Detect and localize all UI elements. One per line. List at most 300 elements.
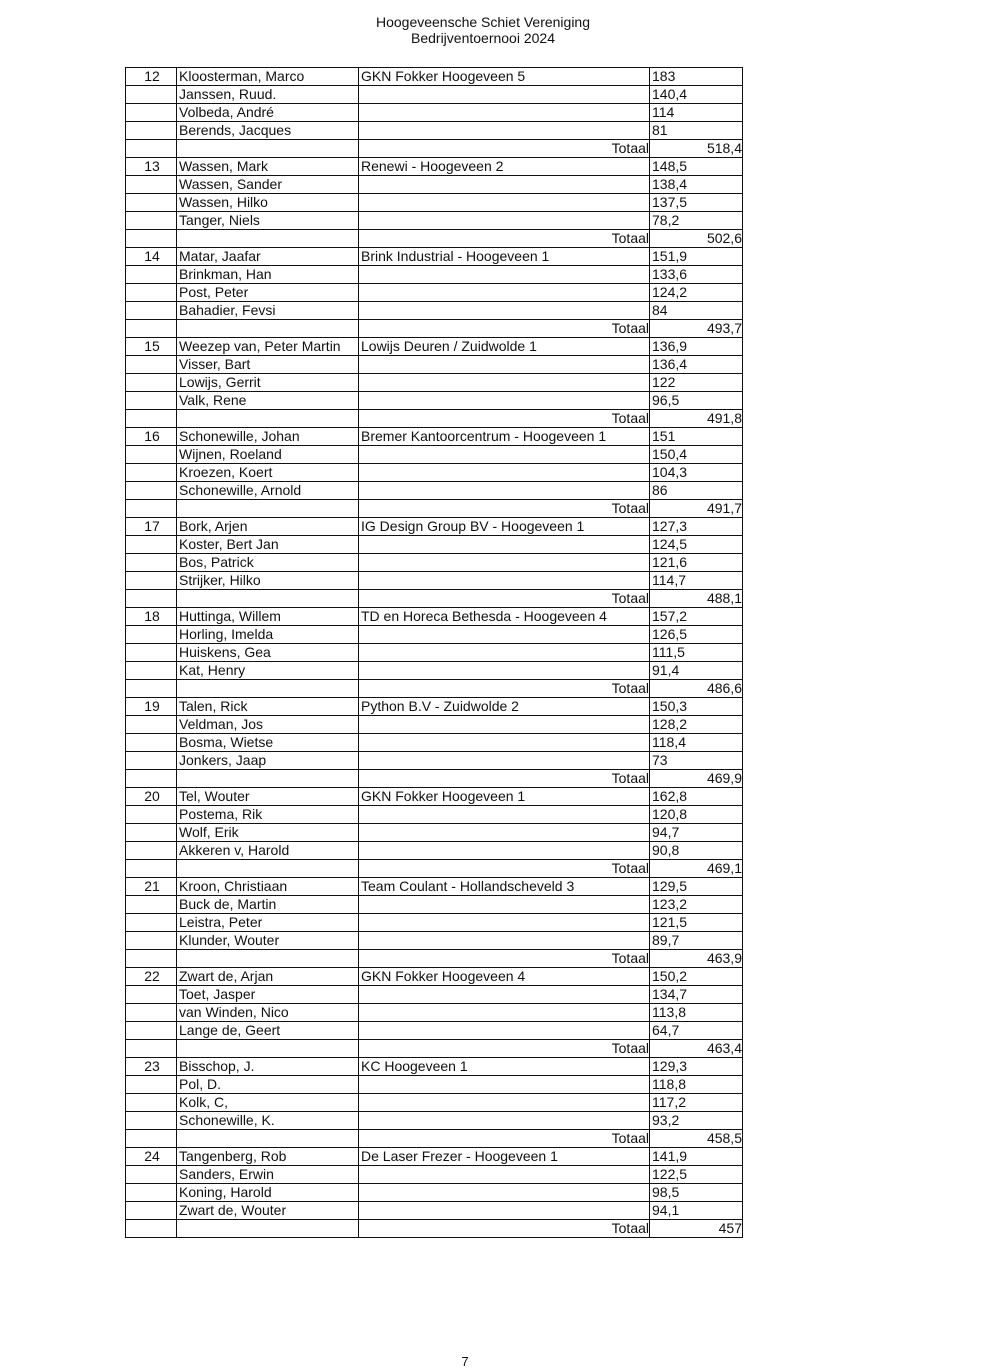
total-label: Totaal: [359, 1040, 650, 1058]
score-cell: 104,3: [650, 464, 743, 482]
team-name-cell: [359, 914, 650, 932]
table-row: [126, 176, 743, 194]
page-number: 7: [461, 1354, 469, 1369]
table-row: [126, 1184, 743, 1202]
team-name-cell: [359, 374, 650, 392]
shooter-name-cell: Tangenberg, Rob: [177, 1148, 359, 1166]
team-name-cell: [359, 932, 650, 950]
shooter-name-cell: [177, 590, 359, 608]
team-name-cell: IG Design Group BV - Hoogeveen 1: [359, 518, 650, 536]
total-label: Totaal: [359, 950, 650, 968]
rank-cell: [126, 896, 177, 914]
table-row: [126, 788, 743, 806]
table-row: [126, 914, 743, 932]
shooter-name-cell: Wassen, Hilko: [177, 194, 359, 212]
table-row: [126, 212, 743, 230]
total-row: [126, 1220, 743, 1238]
club-name: Hoogeveensche Schiet Vereniging: [375, 14, 591, 30]
team-name-cell: Lowijs Deuren / Zuidwolde 1: [359, 338, 650, 356]
rank-cell: 24: [126, 1148, 177, 1166]
table-row: [126, 104, 743, 122]
score-cell: 150,3: [650, 698, 743, 716]
team-name-cell: [359, 1202, 650, 1220]
score-cell: 122: [650, 374, 743, 392]
rank-cell: 22: [126, 968, 177, 986]
tournament-title: Bedrijventoernooi 2024: [411, 30, 555, 46]
team-name-cell: [359, 1112, 650, 1130]
team-total-score: 493,7: [650, 320, 743, 338]
rank-cell: [126, 554, 177, 572]
score-cell: 150,4: [650, 446, 743, 464]
score-cell: 141,9: [650, 1148, 743, 1166]
rank-cell: [126, 680, 177, 698]
rank-cell: [126, 626, 177, 644]
shooter-name-cell: [177, 680, 359, 698]
score-cell: 93,2: [650, 1112, 743, 1130]
shooter-name-cell: Weezep van, Peter Martin: [177, 338, 359, 356]
shooter-name-cell: Brinkman, Han: [177, 266, 359, 284]
shooter-name-cell: Kolk, C,: [177, 1094, 359, 1112]
table-row: [126, 392, 743, 410]
team-name-cell: [359, 1004, 650, 1022]
rank-cell: [126, 842, 177, 860]
shooter-name-cell: van Winden, Nico: [177, 1004, 359, 1022]
results-body: [126, 68, 743, 1238]
team-total-score: 502,6: [650, 230, 743, 248]
rank-cell: 21: [126, 878, 177, 896]
score-cell: 148,5: [650, 158, 743, 176]
table-row: [126, 428, 743, 446]
score-cell: 89,7: [650, 932, 743, 950]
score-cell: 162,8: [650, 788, 743, 806]
results-table: [125, 67, 743, 1238]
table-row: [126, 572, 743, 590]
team-name-cell: [359, 392, 650, 410]
rank-cell: 18: [126, 608, 177, 626]
table-row: [126, 482, 743, 500]
total-label: Totaal: [359, 770, 650, 788]
table-row: [126, 806, 743, 824]
team-name-cell: [359, 716, 650, 734]
rank-cell: [126, 914, 177, 932]
score-cell: 140,4: [650, 86, 743, 104]
total-label: Totaal: [359, 500, 650, 518]
table-row: [126, 194, 743, 212]
rank-cell: [126, 806, 177, 824]
shooter-name-cell: Bisschop, J.: [177, 1058, 359, 1076]
team-name-cell: [359, 554, 650, 572]
total-row: [126, 410, 743, 428]
score-cell: 84: [650, 302, 743, 320]
shooter-name-cell: Janssen, Ruud.: [177, 86, 359, 104]
shooter-name-cell: [177, 320, 359, 338]
rank-cell: 15: [126, 338, 177, 356]
rank-cell: [126, 212, 177, 230]
team-name-cell: [359, 806, 650, 824]
table-row: [126, 518, 743, 536]
score-cell: 73: [650, 752, 743, 770]
score-cell: 138,4: [650, 176, 743, 194]
rank-cell: [126, 986, 177, 1004]
rank-cell: [126, 104, 177, 122]
table-row: [126, 338, 743, 356]
rank-cell: [126, 1184, 177, 1202]
table-row: [126, 248, 743, 266]
table-row: [126, 1076, 743, 1094]
table-row: [126, 536, 743, 554]
table-row: [126, 356, 743, 374]
team-name-cell: KC Hoogeveen 1: [359, 1058, 650, 1076]
team-name-cell: [359, 644, 650, 662]
table-row: [126, 284, 743, 302]
shooter-name-cell: Tel, Wouter: [177, 788, 359, 806]
total-label: Totaal: [359, 1220, 650, 1238]
shooter-name-cell: Bos, Patrick: [177, 554, 359, 572]
table-row: [126, 986, 743, 1004]
team-name-cell: [359, 824, 650, 842]
shooter-name-cell: Koster, Bert Jan: [177, 536, 359, 554]
table-row: [126, 968, 743, 986]
shooter-name-cell: Wijnen, Roeland: [177, 446, 359, 464]
shooter-name-cell: Wassen, Sander: [177, 176, 359, 194]
shooter-name-cell: Berends, Jacques: [177, 122, 359, 140]
rank-cell: 20: [126, 788, 177, 806]
total-label: Totaal: [359, 320, 650, 338]
score-cell: 157,2: [650, 608, 743, 626]
rank-cell: 17: [126, 518, 177, 536]
score-cell: 128,2: [650, 716, 743, 734]
total-row: [126, 1130, 743, 1148]
team-name-cell: Brink Industrial - Hoogeveen 1: [359, 248, 650, 266]
shooter-name-cell: Pol, D.: [177, 1076, 359, 1094]
table-row: [126, 752, 743, 770]
team-name-cell: [359, 536, 650, 554]
rank-cell: 19: [126, 698, 177, 716]
table-row: [126, 446, 743, 464]
team-name-cell: [359, 176, 650, 194]
team-name-cell: [359, 734, 650, 752]
rank-cell: [126, 716, 177, 734]
table-row: [126, 1004, 743, 1022]
team-name-cell: [359, 446, 650, 464]
team-name-cell: [359, 1076, 650, 1094]
total-label: Totaal: [359, 590, 650, 608]
shooter-name-cell: Huttinga, Willem: [177, 608, 359, 626]
shooter-name-cell: Veldman, Jos: [177, 716, 359, 734]
score-cell: 113,8: [650, 1004, 743, 1022]
rank-cell: [126, 572, 177, 590]
team-name-cell: [359, 86, 650, 104]
rank-cell: 12: [126, 68, 177, 86]
shooter-name-cell: Visser, Bart: [177, 356, 359, 374]
team-name-cell: [359, 1166, 650, 1184]
total-label: Totaal: [359, 1130, 650, 1148]
rank-cell: [126, 446, 177, 464]
rank-cell: [126, 302, 177, 320]
team-name-cell: [359, 896, 650, 914]
score-cell: 122,5: [650, 1166, 743, 1184]
score-cell: 94,7: [650, 824, 743, 842]
table-row: [126, 302, 743, 320]
rank-cell: [126, 662, 177, 680]
rank-cell: 23: [126, 1058, 177, 1076]
rank-cell: [126, 464, 177, 482]
team-name-cell: [359, 752, 650, 770]
shooter-name-cell: Horling, Imelda: [177, 626, 359, 644]
team-name-cell: [359, 464, 650, 482]
shooter-name-cell: Sanders, Erwin: [177, 1166, 359, 1184]
team-name-cell: [359, 212, 650, 230]
team-total-score: 469,1: [650, 860, 743, 878]
shooter-name-cell: Wolf, Erik: [177, 824, 359, 842]
table-row: [126, 374, 743, 392]
rank-cell: [126, 590, 177, 608]
rank-cell: [126, 1094, 177, 1112]
team-name-cell: [359, 1022, 650, 1040]
rank-cell: [126, 1076, 177, 1094]
shooter-name-cell: Tanger, Niels: [177, 212, 359, 230]
score-cell: 151,9: [650, 248, 743, 266]
shooter-name-cell: [177, 1220, 359, 1238]
table-row: [126, 644, 743, 662]
team-name-cell: [359, 104, 650, 122]
rank-cell: [126, 950, 177, 968]
table-row: [126, 158, 743, 176]
shooter-name-cell: Schonewille, K.: [177, 1112, 359, 1130]
shooter-name-cell: Post, Peter: [177, 284, 359, 302]
rank-cell: [126, 932, 177, 950]
team-total-score: 491,8: [650, 410, 743, 428]
score-cell: 98,5: [650, 1184, 743, 1202]
score-cell: 111,5: [650, 644, 743, 662]
rank-cell: [126, 140, 177, 158]
shooter-name-cell: Klunder, Wouter: [177, 932, 359, 950]
rank-cell: [126, 1130, 177, 1148]
rank-cell: [126, 1112, 177, 1130]
team-name-cell: Bremer Kantoorcentrum - Hoogeveen 1: [359, 428, 650, 446]
shooter-name-cell: Jonkers, Jaap: [177, 752, 359, 770]
score-cell: 136,4: [650, 356, 743, 374]
team-name-cell: [359, 842, 650, 860]
score-cell: 124,2: [650, 284, 743, 302]
score-cell: 90,8: [650, 842, 743, 860]
score-cell: 81: [650, 122, 743, 140]
table-row: [126, 1112, 743, 1130]
score-cell: 96,5: [650, 392, 743, 410]
shooter-name-cell: Akkeren v, Harold: [177, 842, 359, 860]
rank-cell: [126, 1202, 177, 1220]
shooter-name-cell: [177, 950, 359, 968]
shooter-name-cell: Schonewille, Arnold: [177, 482, 359, 500]
team-name-cell: [359, 986, 650, 1004]
team-total-score: 518,4: [650, 140, 743, 158]
total-row: [126, 320, 743, 338]
table-row: [126, 626, 743, 644]
rank-cell: [126, 1166, 177, 1184]
table-row: [126, 68, 743, 86]
score-cell: 114,7: [650, 572, 743, 590]
team-total-score: 458,5: [650, 1130, 743, 1148]
team-name-cell: [359, 1094, 650, 1112]
table-row: [126, 608, 743, 626]
team-name-cell: [359, 1184, 650, 1202]
team-total-score: 457: [650, 1220, 743, 1238]
team-name-cell: [359, 122, 650, 140]
rank-cell: [126, 644, 177, 662]
table-row: [126, 122, 743, 140]
rank-cell: [126, 752, 177, 770]
score-cell: 126,5: [650, 626, 743, 644]
team-name-cell: [359, 356, 650, 374]
score-cell: 114: [650, 104, 743, 122]
total-label: Totaal: [359, 410, 650, 428]
shooter-name-cell: Strijker, Hilko: [177, 572, 359, 590]
team-name-cell: GKN Fokker Hoogeveen 5: [359, 68, 650, 86]
table-row: [126, 932, 743, 950]
score-cell: 150,2: [650, 968, 743, 986]
shooter-name-cell: [177, 860, 359, 878]
score-cell: 86: [650, 482, 743, 500]
table-row: [126, 86, 743, 104]
shooter-name-cell: Buck de, Martin: [177, 896, 359, 914]
team-name-cell: Renewi - Hoogeveen 2: [359, 158, 650, 176]
rank-cell: [126, 194, 177, 212]
score-cell: 123,2: [650, 896, 743, 914]
total-label: Totaal: [359, 230, 650, 248]
table-row: [126, 1058, 743, 1076]
shooter-name-cell: Kroezen, Koert: [177, 464, 359, 482]
total-row: [126, 770, 743, 788]
shooter-name-cell: Wassen, Mark: [177, 158, 359, 176]
rank-cell: [126, 860, 177, 878]
table-row: [126, 698, 743, 716]
total-label: Totaal: [359, 680, 650, 698]
table-row: [126, 554, 743, 572]
score-cell: 127,3: [650, 518, 743, 536]
shooter-name-cell: Volbeda, André: [177, 104, 359, 122]
shooter-name-cell: [177, 1130, 359, 1148]
score-cell: 120,8: [650, 806, 743, 824]
score-cell: 133,6: [650, 266, 743, 284]
shooter-name-cell: Koning, Harold: [177, 1184, 359, 1202]
team-name-cell: [359, 284, 650, 302]
shooter-name-cell: [177, 140, 359, 158]
shooter-name-cell: Kat, Henry: [177, 662, 359, 680]
rank-cell: [126, 770, 177, 788]
rank-cell: [126, 284, 177, 302]
shooter-name-cell: Bosma, Wietse: [177, 734, 359, 752]
shooter-name-cell: Postema, Rik: [177, 806, 359, 824]
team-name-cell: GKN Fokker Hoogeveen 1: [359, 788, 650, 806]
rank-cell: [126, 122, 177, 140]
shooter-name-cell: Bork, Arjen: [177, 518, 359, 536]
total-label: Totaal: [359, 860, 650, 878]
rank-cell: [126, 1040, 177, 1058]
team-name-cell: [359, 482, 650, 500]
team-total-score: 491,7: [650, 500, 743, 518]
shooter-name-cell: Valk, Rene: [177, 392, 359, 410]
table-row: [126, 1022, 743, 1040]
shooter-name-cell: Kroon, Christiaan: [177, 878, 359, 896]
shooter-name-cell: Leistra, Peter: [177, 914, 359, 932]
score-cell: 118,4: [650, 734, 743, 752]
shooter-name-cell: Talen, Rick: [177, 698, 359, 716]
rank-cell: [126, 86, 177, 104]
team-total-score: 486,6: [650, 680, 743, 698]
rank-cell: [126, 410, 177, 428]
team-name-cell: [359, 194, 650, 212]
rank-cell: [126, 824, 177, 842]
team-name-cell: [359, 266, 650, 284]
table-row: [126, 734, 743, 752]
shooter-name-cell: Schonewille, Johan: [177, 428, 359, 446]
rank-cell: [126, 374, 177, 392]
shooter-name-cell: Kloosterman, Marco: [177, 68, 359, 86]
team-name-cell: TD en Horeca Bethesda - Hoogeveen 4: [359, 608, 650, 626]
score-cell: 118,8: [650, 1076, 743, 1094]
shooter-name-cell: [177, 500, 359, 518]
table-row: [126, 662, 743, 680]
shooter-name-cell: Bahadier, Fevsi: [177, 302, 359, 320]
rank-cell: [126, 482, 177, 500]
score-cell: 151: [650, 428, 743, 446]
rank-cell: 13: [126, 158, 177, 176]
score-cell: 117,2: [650, 1094, 743, 1112]
score-cell: 78,2: [650, 212, 743, 230]
team-name-cell: De Laser Frezer - Hoogeveen 1: [359, 1148, 650, 1166]
team-total-score: 488,1: [650, 590, 743, 608]
shooter-name-cell: Matar, Jaafar: [177, 248, 359, 266]
score-cell: 129,5: [650, 878, 743, 896]
rank-cell: [126, 1004, 177, 1022]
rank-cell: [126, 500, 177, 518]
total-row: [126, 950, 743, 968]
table-row: [126, 896, 743, 914]
team-name-cell: GKN Fokker Hoogeveen 4: [359, 968, 650, 986]
shooter-name-cell: Lange de, Geert: [177, 1022, 359, 1040]
shooter-name-cell: Toet, Jasper: [177, 986, 359, 1004]
score-cell: 121,5: [650, 914, 743, 932]
team-name-cell: [359, 302, 650, 320]
total-row: [126, 140, 743, 158]
score-cell: 129,3: [650, 1058, 743, 1076]
team-total-score: 463,9: [650, 950, 743, 968]
rank-cell: [126, 1220, 177, 1238]
team-name-cell: [359, 572, 650, 590]
total-row: [126, 590, 743, 608]
table-row: [126, 842, 743, 860]
team-name-cell: Python B.V - Zuidwolde 2: [359, 698, 650, 716]
shooter-name-cell: Zwart de, Wouter: [177, 1202, 359, 1220]
total-row: [126, 860, 743, 878]
rank-cell: [126, 734, 177, 752]
rank-cell: [126, 536, 177, 554]
score-cell: 64,7: [650, 1022, 743, 1040]
document-header: [0, 14, 966, 46]
score-cell: 183: [650, 68, 743, 86]
shooter-name-cell: [177, 770, 359, 788]
team-name-cell: [359, 626, 650, 644]
table-row: [126, 266, 743, 284]
table-row: [126, 1166, 743, 1184]
shooter-name-cell: [177, 1040, 359, 1058]
table-row: [126, 1148, 743, 1166]
total-row: [126, 230, 743, 248]
score-cell: 136,9: [650, 338, 743, 356]
rank-cell: [126, 356, 177, 374]
rank-cell: 16: [126, 428, 177, 446]
shooter-name-cell: Huiskens, Gea: [177, 644, 359, 662]
